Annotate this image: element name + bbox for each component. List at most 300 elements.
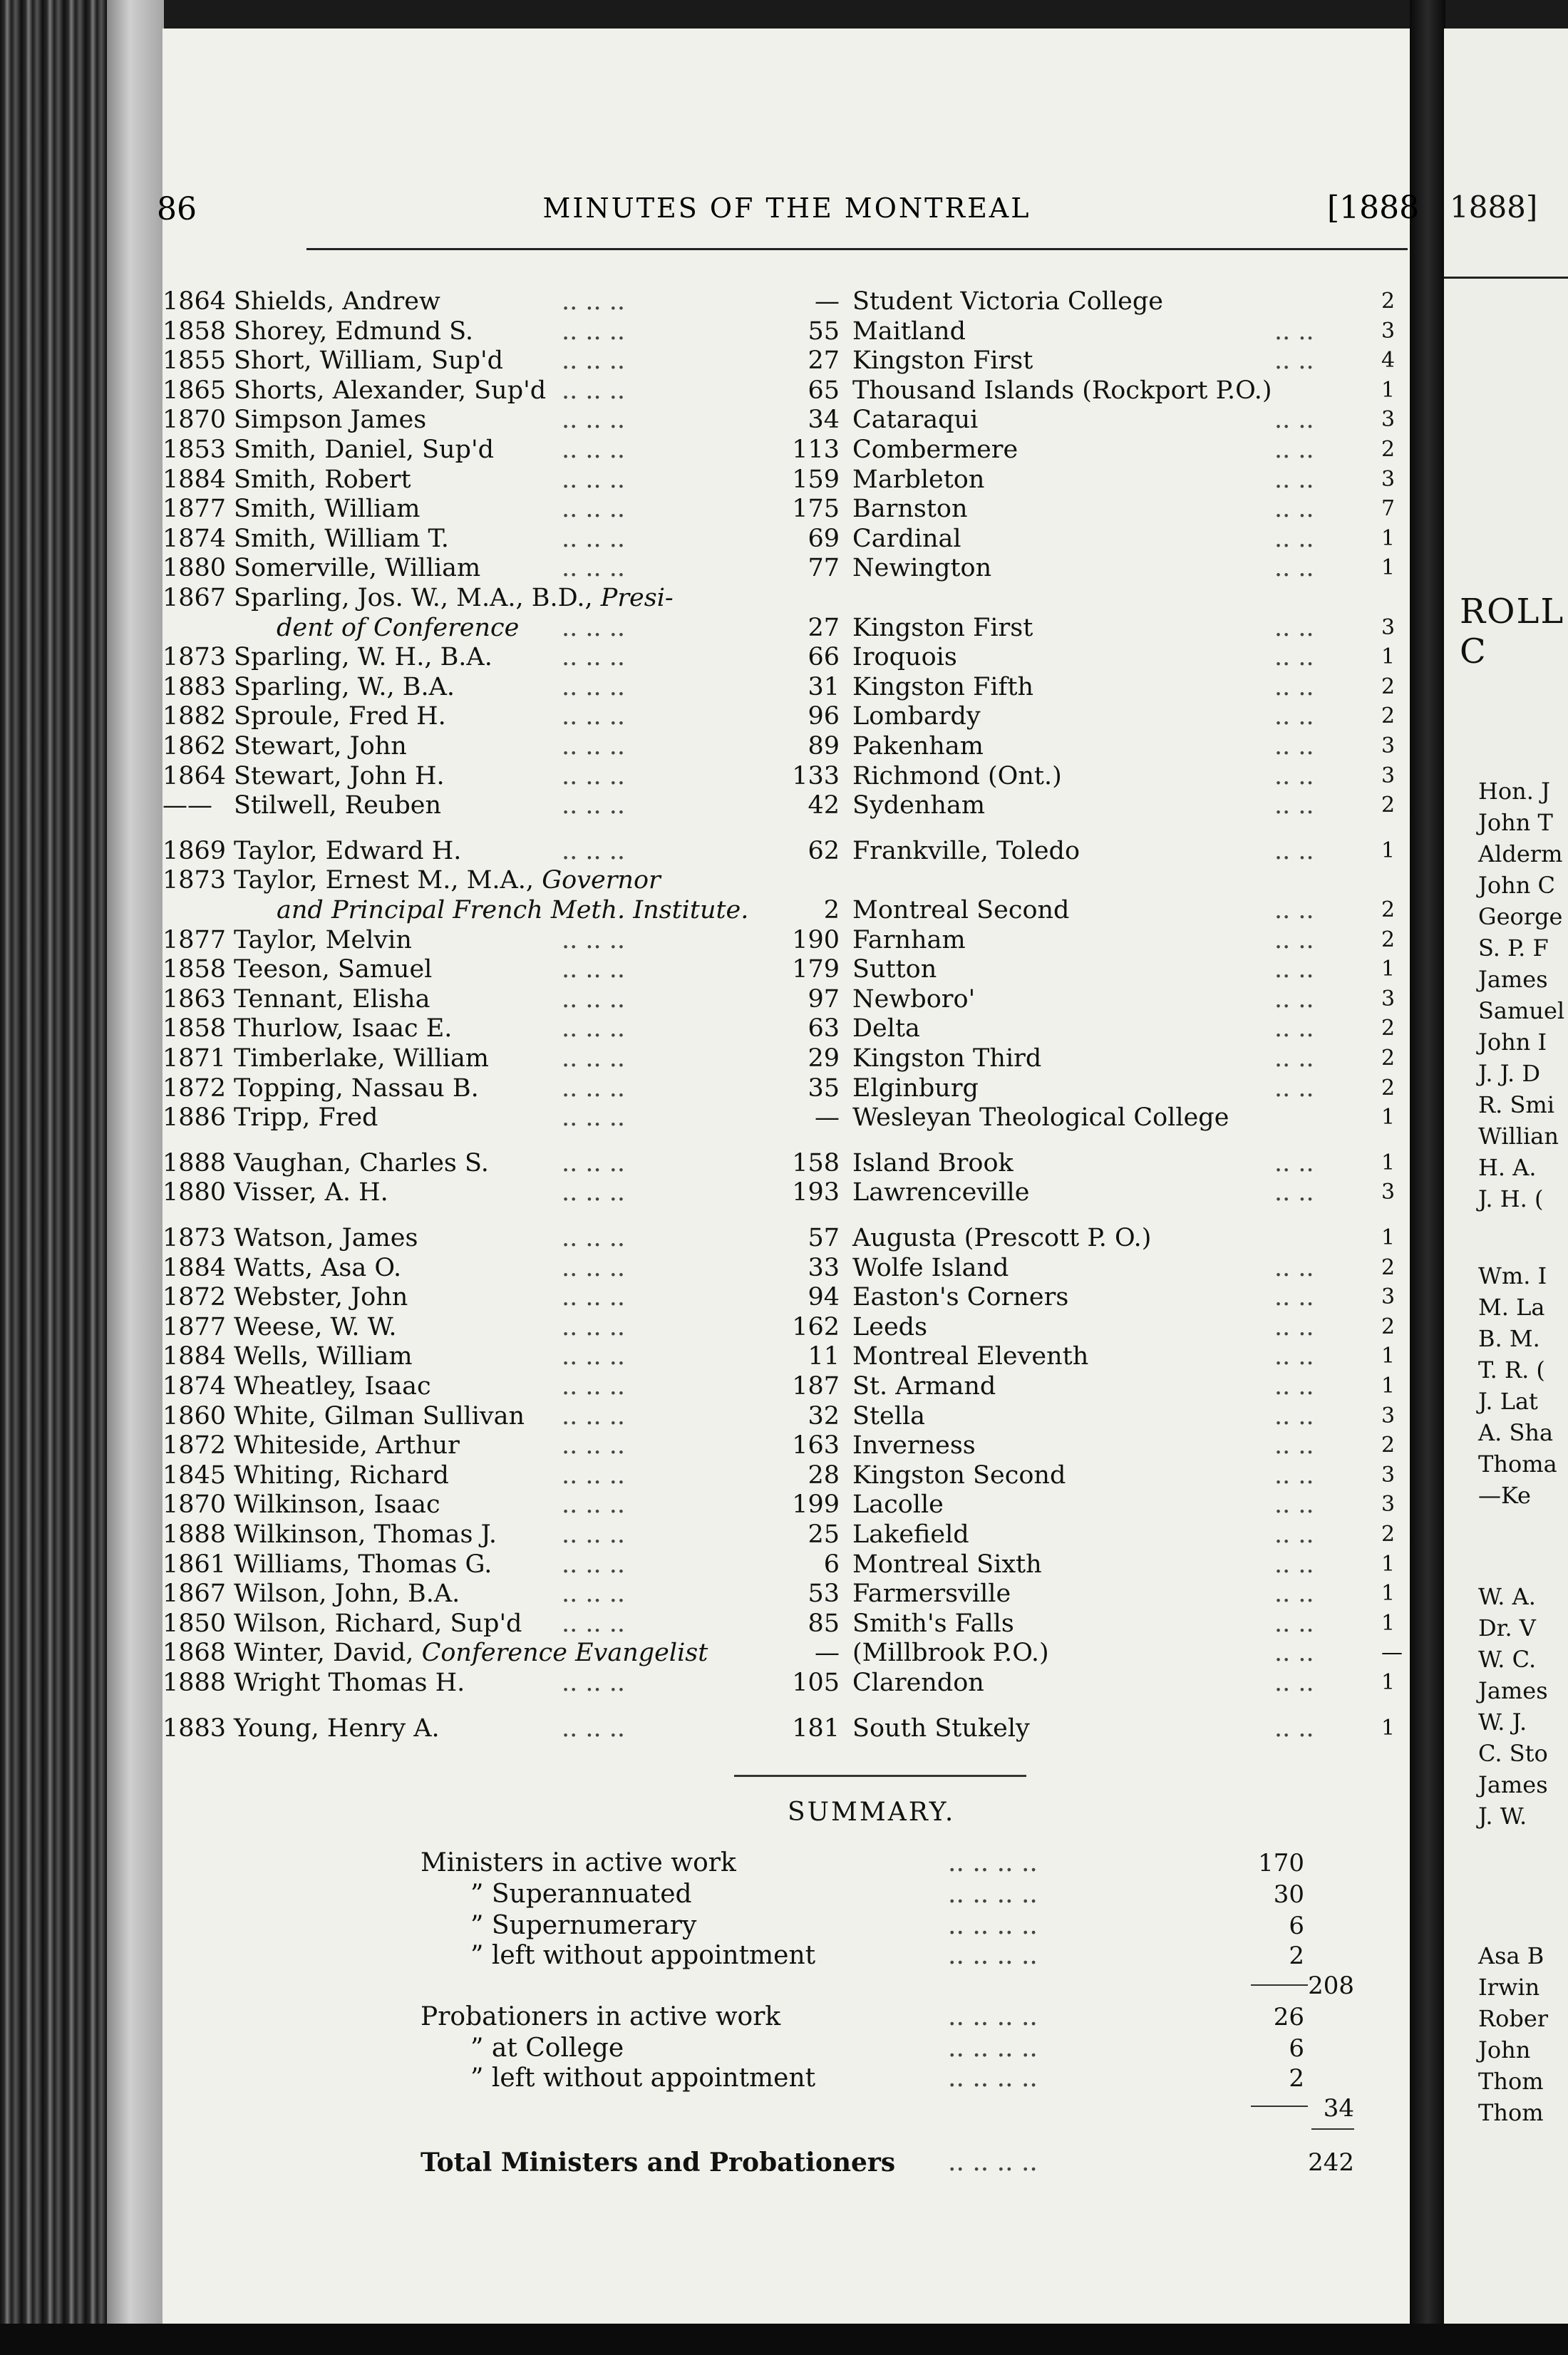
right-page-line: Wm. I [1478, 1262, 1547, 1289]
entry-number: 33 [808, 1253, 840, 1282]
summary-label: Probationers in active work [421, 2002, 781, 2031]
entry-number: 11 [808, 1342, 840, 1371]
entry-name: Wells, William [234, 1342, 413, 1371]
entry-number: 85 [808, 1609, 840, 1638]
summary-label: ” Supernumerary [470, 1911, 697, 1940]
leader-dots: .. .. [1274, 613, 1314, 642]
entry-name: White, Gilman Sullivan [234, 1401, 525, 1431]
entry-year: 1886 [163, 1103, 227, 1133]
summary-row [0, 1910, 1425, 1942]
entry-year: 1867 [163, 1580, 227, 1609]
leader-dots: .. .. [1274, 761, 1314, 790]
entry-trailing-figure: 2 [1381, 1046, 1396, 1071]
entry-name: Somerville, William [234, 554, 481, 583]
entry-station: Combermere [852, 436, 1018, 464]
entry-station: Farnham [852, 925, 966, 954]
entry-name: Stewart, John H. [234, 761, 445, 790]
entry-name: and Principal French Meth. Institute. [277, 896, 749, 924]
leader-dots: .. .. [1274, 346, 1314, 376]
entry-trailing-figure: 3 [1381, 1462, 1396, 1488]
entry-name: Simpson James [234, 406, 427, 435]
entry-year: 1860 [163, 1401, 227, 1431]
leader-dots: .. .. .. [562, 1609, 626, 1638]
entry-number: 32 [808, 1401, 840, 1431]
entry-name: Topping, Nassau B. [234, 1073, 479, 1103]
entry-station: Elginburg [852, 1073, 979, 1103]
summary-row [0, 2093, 1425, 2124]
entry-number: 113 [792, 436, 840, 464]
summary-value: 170 [1258, 1849, 1304, 1877]
entry-name: Sparling, W., B.A. [234, 672, 455, 701]
leader-dots: .. .. .. [562, 732, 626, 761]
entry-name: Visser, A. H. [234, 1178, 388, 1207]
leader-dots: .. .. [1274, 465, 1314, 494]
right-page-line: J. Lat [1478, 1388, 1538, 1415]
entry-year: 1873 [163, 1224, 227, 1252]
entry-trailing-figure: 1 [1381, 644, 1396, 670]
leader-dots: .. .. .. [562, 1669, 626, 1697]
leader-dots: .. .. .. [562, 376, 626, 405]
entry-trailing-figure: 1 [1381, 1344, 1396, 1369]
leader-dots: .. .. .. [562, 1520, 626, 1549]
leader-dots: .. .. .. [562, 1550, 626, 1579]
entry-number: 31 [808, 672, 840, 701]
entry-name: Taylor, Ernest M., M.A., Governor [234, 866, 661, 895]
entry-station: Delta [852, 1014, 920, 1043]
leader-dots: .. .. .. [562, 495, 626, 524]
entry-trailing-figure: 1 [1381, 1225, 1396, 1250]
leader-dots: .. .. .. [562, 524, 626, 553]
entry-number: 35 [808, 1073, 840, 1103]
entry-station: Kingston Second [852, 1460, 1066, 1490]
leader-dots: .. .. [1274, 524, 1314, 553]
summary-row [0, 2063, 1425, 2094]
entry-station: Montreal Second [852, 896, 1070, 924]
entry-name: Taylor, Melvin [234, 925, 412, 954]
entry-year: 1884 [163, 1342, 227, 1371]
entry-station: Marbleton [852, 465, 985, 494]
entry-number: 42 [808, 791, 840, 820]
leader-dots: .. .. [1274, 732, 1314, 761]
entry-trailing-figure: 1 [1381, 1374, 1396, 1398]
entry-year: 1858 [163, 316, 227, 346]
entry-number: 190 [792, 925, 840, 954]
entry-name: Williams, Thomas G. [234, 1550, 492, 1579]
leader-dots: .. .. .. [562, 1283, 626, 1312]
right-page-line: John C [1478, 872, 1555, 899]
entry-trailing-figure: 1 [1381, 525, 1396, 551]
right-page-year: 1888] [1450, 190, 1538, 225]
entry-number: 96 [808, 702, 840, 731]
summary-label: ” Superannuated [470, 1880, 692, 1909]
entry-station: Augusta (Prescott P. O.) [852, 1224, 1152, 1252]
entry-number: 66 [808, 643, 840, 672]
entry-year: 1872 [163, 1431, 227, 1460]
entry-trailing-figure: 2 [1381, 1254, 1396, 1280]
entry-trailing-figure: 2 [1381, 927, 1396, 952]
leader-dots: .. .. .. [562, 672, 626, 701]
entry-trailing-figure: 1 [1381, 957, 1396, 982]
entry-station: Island Brook [852, 1148, 1013, 1178]
leader-dots: .. .. [1274, 1520, 1314, 1549]
entry-trailing-figure: 3 [1381, 733, 1396, 758]
leader-dots: .. .. .. [562, 643, 626, 672]
summary-label: ” left without appointment [470, 1941, 816, 1970]
leader-dots: .. .. .. [562, 702, 626, 731]
entry-name: Smith, Daniel, Sup'd [234, 436, 494, 464]
entry-year: 1863 [163, 984, 227, 1014]
leader-dots: .. .. [1274, 1550, 1314, 1579]
entry-station: Easton's Corners [852, 1283, 1069, 1312]
right-page-line: James [1478, 966, 1548, 993]
entry-trailing-figure: 1 [1381, 838, 1396, 863]
leader-dots: .. .. .. .. [948, 1880, 1038, 1909]
leader-dots: .. .. .. [562, 1714, 626, 1743]
entry-year: 1884 [163, 1253, 227, 1282]
right-page-line: Thoma [1478, 1450, 1557, 1478]
entry-station: Thousand Islands (Rockport P.O.) [852, 376, 1272, 405]
entry-station: Kingston First [852, 613, 1033, 642]
right-page-line: John T [1478, 809, 1553, 836]
entry-year: 1861 [163, 1550, 227, 1579]
leader-dots: .. .. [1274, 1148, 1314, 1178]
leader-dots: .. .. [1274, 436, 1314, 464]
leader-dots: .. .. .. [562, 1148, 626, 1178]
right-page-line: W. C. [1478, 1646, 1537, 1673]
leader-dots: .. .. .. .. [948, 1941, 1038, 1970]
summary-rule [734, 1775, 1026, 1777]
entry-year: 1882 [163, 702, 227, 731]
entry-station: Frankville, Toledo [852, 836, 1080, 865]
entry-trailing-figure: 3 [1381, 1492, 1396, 1517]
leader-dots: .. .. [1274, 1283, 1314, 1312]
entry-station: Newboro' [852, 984, 976, 1014]
page-number: 86 [157, 191, 197, 227]
entry-trailing-figure: 2 [1381, 674, 1396, 699]
summary-label: ” left without appointment [470, 2063, 816, 2093]
leader-dots: .. .. [1274, 1460, 1314, 1490]
leader-dots: .. .. .. [562, 1014, 626, 1043]
right-page-line: W. J. [1478, 1709, 1527, 1736]
entry-number: 187 [792, 1372, 840, 1401]
right-page-line: Asa B [1478, 1942, 1544, 1969]
entry-trailing-figure: 1 [1381, 1715, 1396, 1741]
leader-dots: .. .. [1274, 925, 1314, 954]
leader-dots: .. .. .. [562, 984, 626, 1014]
entry-station: Cardinal [852, 524, 961, 553]
right-page-heading: ROLL C [1460, 592, 1565, 671]
leader-dots: .. .. .. .. [948, 1848, 1038, 1877]
entry-number: 27 [808, 346, 840, 376]
leader-dots: .. .. .. [562, 465, 626, 494]
entry-trailing-figure: 1 [1381, 1670, 1396, 1695]
leader-dots: .. .. [1274, 643, 1314, 672]
entry-trailing-figure: 3 [1381, 1403, 1396, 1428]
entry-number: 179 [792, 955, 840, 984]
entry-year: 1855 [163, 346, 227, 376]
summary-row [0, 1940, 1425, 1972]
entry-name: Watts, Asa O. [234, 1253, 402, 1282]
right-page-line: Hon. J [1478, 778, 1550, 805]
entry-name: Stilwell, Reuben [234, 791, 442, 820]
entry-year: 1870 [163, 406, 227, 435]
entry-trailing-figure: 1 [1381, 1551, 1396, 1577]
leader-dots: .. .. .. [562, 1103, 626, 1133]
summary-subtotal: 208 [1308, 1972, 1354, 2000]
entry-number: — [815, 1639, 840, 1668]
entry-name: Whiteside, Arthur [234, 1431, 460, 1460]
entry-station: Stella [852, 1401, 926, 1431]
summary-label: Ministers in active work [421, 1848, 736, 1877]
entry-name: Thurlow, Isaac E. [234, 1014, 453, 1043]
leader-dots: .. .. [1274, 984, 1314, 1014]
entry-station: Cataraqui [852, 406, 979, 435]
entry-name: Shields, Andrew [234, 287, 440, 316]
entry-trailing-figure: 3 [1381, 318, 1396, 344]
leader-dots: .. .. .. [562, 406, 626, 435]
entry-name: Tennant, Elisha [234, 984, 430, 1014]
entry-station: South Stukely [852, 1714, 1030, 1743]
entry-number: 162 [792, 1312, 840, 1341]
right-page-line: S. P. F [1478, 934, 1549, 962]
right-page-line: T. R. ( [1478, 1356, 1545, 1383]
entry-year: 1865 [163, 376, 227, 405]
entry-station: Kingston First [852, 346, 1033, 376]
right-page-line: B. M. [1478, 1325, 1540, 1352]
right-page-line: Irwin [1478, 1974, 1540, 2001]
leader-dots: .. .. [1274, 1178, 1314, 1207]
summary-value: 2 [1289, 1942, 1304, 1970]
leader-dots: .. .. .. [562, 1178, 626, 1207]
entry-trailing-figure: 2 [1381, 793, 1396, 818]
leader-dots: .. .. .. [562, 287, 626, 316]
entry-name: Smith, William [234, 495, 421, 524]
right-page-rule [1444, 277, 1568, 279]
entry-number: 94 [808, 1283, 840, 1312]
entry-number: 133 [792, 761, 840, 790]
entry-year: 1880 [163, 1178, 227, 1207]
leader-dots: .. .. .. [562, 1073, 626, 1103]
entry-year: 1845 [163, 1460, 227, 1490]
leader-dots: .. .. [1274, 1490, 1314, 1520]
entry-number: 199 [792, 1490, 840, 1520]
summary-value: 30 [1273, 1880, 1304, 1909]
entry-station: Lawrenceville [852, 1178, 1030, 1207]
entry-name: Webster, John [234, 1283, 408, 1312]
entry-trailing-figure: 4 [1381, 348, 1396, 373]
entry-trailing-figure: 2 [1381, 1016, 1396, 1041]
header-rule [306, 248, 1408, 250]
summary-value: 6 [1289, 2034, 1304, 2063]
leader-dots: .. .. [1274, 1401, 1314, 1431]
entry-station: Maitland [852, 316, 966, 346]
leader-dots: .. .. [1274, 1073, 1314, 1103]
entry-year: 1870 [163, 1490, 227, 1520]
leader-dots: .. .. .. [562, 1044, 626, 1073]
leader-dots: .. .. .. [562, 761, 626, 790]
right-page-line: Dr. V [1478, 1614, 1536, 1642]
right-page-line: C. Sto [1478, 1740, 1548, 1767]
right-page-line: Thom [1478, 2068, 1544, 2095]
entry-number: 69 [808, 524, 840, 553]
leader-dots: .. .. .. [562, 925, 626, 954]
entry-number: 29 [808, 1044, 840, 1073]
right-page-line: George [1478, 903, 1563, 930]
entry-station: Sydenham [852, 791, 986, 820]
leader-dots: .. .. [1274, 896, 1314, 924]
entry-station: Pakenham [852, 732, 984, 761]
leader-dots: .. .. .. .. [948, 2034, 1038, 2063]
entry-trailing-figure: 1 [1381, 1610, 1396, 1636]
entry-station: Clarendon [852, 1669, 984, 1697]
entry-station: Kingston Fifth [852, 672, 1034, 701]
leader-dots: .. .. .. [562, 346, 626, 376]
right-page-line: R. Smi [1478, 1091, 1554, 1118]
leader-dots: .. .. [1274, 1639, 1314, 1668]
entry-year: 1877 [163, 1312, 227, 1341]
leader-dots: .. .. .. [562, 1253, 626, 1282]
entry-station: Lombardy [852, 702, 981, 731]
entry-year: 1864 [163, 287, 227, 316]
leader-dots: .. .. [1274, 1714, 1314, 1743]
entry-name: Sproule, Fred H. [234, 702, 446, 731]
summary-value: 6 [1289, 1912, 1304, 1940]
entry-trailing-figure: 3 [1381, 614, 1396, 640]
entry-year: 1880 [163, 554, 227, 583]
right-page-line: J. J. D [1478, 1060, 1541, 1087]
leader-dots: .. .. .. [562, 1342, 626, 1371]
leader-dots: .. .. [1274, 672, 1314, 701]
leader-dots: .. .. .. [562, 1372, 626, 1401]
entry-name: Wheatley, Isaac [234, 1372, 431, 1401]
entry-trailing-figure: 2 [1381, 1522, 1396, 1547]
entry-number: 77 [808, 554, 840, 583]
entry-station: Lakefield [852, 1520, 969, 1549]
entry-name: Wilson, John, B.A. [234, 1580, 460, 1609]
summary-label: ” at College [470, 2034, 624, 2063]
summary-title: SUMMARY. [788, 1798, 956, 1827]
entry-number: 63 [808, 1014, 840, 1043]
entry-year: 1858 [163, 955, 227, 984]
entry-station: Leeds [852, 1312, 928, 1341]
leader-dots: .. .. .. .. [948, 2148, 1038, 2177]
entry-station: Newington [852, 554, 992, 583]
entry-name: Short, William, Sup'd [234, 346, 504, 376]
entry-year: 1853 [163, 436, 227, 464]
entry-year: 1869 [163, 836, 227, 865]
entry-station: Student Victoria College [852, 287, 1164, 316]
entry-name: Timberlake, William [234, 1044, 489, 1073]
leader-dots: .. .. .. [562, 791, 626, 820]
entry-year: 1864 [163, 761, 227, 790]
right-page-line: J. H. ( [1478, 1185, 1544, 1212]
entry-name: Wilkinson, Thomas J. [234, 1520, 497, 1549]
entry-trailing-figure: 7 [1381, 496, 1396, 522]
leader-dots: .. .. [1274, 955, 1314, 984]
entry-name: dent of Conference [277, 613, 520, 642]
summary-row [0, 2033, 1425, 2064]
entry-year: 1872 [163, 1073, 227, 1103]
entry-station: Inverness [852, 1431, 976, 1460]
entry-name: Taylor, Edward H. [234, 836, 462, 865]
entry-trailing-figure: 3 [1381, 1284, 1396, 1310]
entry-year: 1850 [163, 1609, 227, 1638]
leader-dots: .. .. .. [562, 1431, 626, 1460]
summary-value: 26 [1273, 2003, 1304, 2031]
leader-dots: .. .. .. .. [948, 2002, 1038, 2031]
right-page-line: Willian [1478, 1123, 1559, 1150]
entry-name: Sparling, Jos. W., M.A., B.D., Presi- [234, 584, 674, 612]
leader-dots: .. .. [1274, 791, 1314, 820]
leader-dots: .. .. [1274, 1580, 1314, 1609]
entry-station: St. Armand [852, 1372, 996, 1401]
entry-trailing-figure: 1 [1381, 1150, 1396, 1175]
entry-name: Tripp, Fred [234, 1103, 378, 1133]
entry-name: Smith, William T. [234, 524, 449, 553]
right-page-line: Samuel [1478, 997, 1565, 1024]
leader-dots: .. .. .. [562, 436, 626, 464]
entry-number: 163 [792, 1431, 840, 1460]
right-page-line: Alderm [1478, 840, 1563, 867]
summary-subtotal: 242 [1308, 2148, 1354, 2177]
right-page-line: A. Sha [1478, 1419, 1554, 1446]
leader-dots: .. .. [1274, 495, 1314, 524]
right-page-line: H. A. [1478, 1154, 1537, 1181]
entry-number: 105 [792, 1669, 840, 1697]
entry-year: 1888 [163, 1669, 227, 1697]
entry-year: 1883 [163, 672, 227, 701]
entry-name: Wright Thomas H. [234, 1669, 465, 1697]
entry-number: 62 [808, 836, 840, 865]
entry-station: Barnston [852, 495, 968, 524]
entry-trailing-figure: 3 [1381, 986, 1396, 1011]
leader-dots: .. .. .. [562, 1460, 626, 1490]
entry-number: 34 [808, 406, 840, 435]
leader-dots: .. .. .. [562, 1580, 626, 1609]
entry-trailing-figure: 1 [1381, 377, 1396, 403]
leader-dots: .. .. .. [562, 613, 626, 642]
entry-year: 1874 [163, 1372, 227, 1401]
summary-row [0, 2147, 1425, 2178]
entry-name: Whiting, Richard [234, 1460, 449, 1490]
entry-number: 25 [808, 1520, 840, 1549]
entry-number: 6 [823, 1550, 840, 1579]
entry-name: Vaughan, Charles S. [234, 1148, 489, 1178]
entry-name: Sparling, W. H., B.A. [234, 643, 492, 672]
summary-row [0, 2001, 1425, 2033]
entry-year: 1877 [163, 925, 227, 954]
leader-dots: .. .. .. [562, 955, 626, 984]
leader-dots: .. .. [1274, 1342, 1314, 1371]
entry-station: Wesleyan Theological College [852, 1103, 1229, 1133]
entry-year: 1873 [163, 643, 227, 672]
entry-trailing-figure: 2 [1381, 1433, 1396, 1458]
entry-station: Smith's Falls [852, 1609, 1014, 1638]
summary-row [0, 1848, 1425, 1879]
summary-dash [1251, 1984, 1308, 1986]
entry-station: Farmersville [852, 1580, 1011, 1609]
summary-dash [1251, 2106, 1308, 2107]
entry-number: 175 [792, 495, 840, 524]
leader-dots: .. .. .. [562, 836, 626, 865]
entry-station: Iroquois [852, 643, 957, 672]
entry-trailing-figure: 1 [1381, 555, 1396, 581]
summary-row [0, 1879, 1425, 1910]
summary-dash [1311, 2128, 1354, 2130]
summary-label: Total Ministers and Probationers [421, 2148, 896, 2178]
right-page-line: Thom [1478, 2099, 1544, 2126]
entry-trailing-figure: 2 [1381, 1075, 1396, 1101]
